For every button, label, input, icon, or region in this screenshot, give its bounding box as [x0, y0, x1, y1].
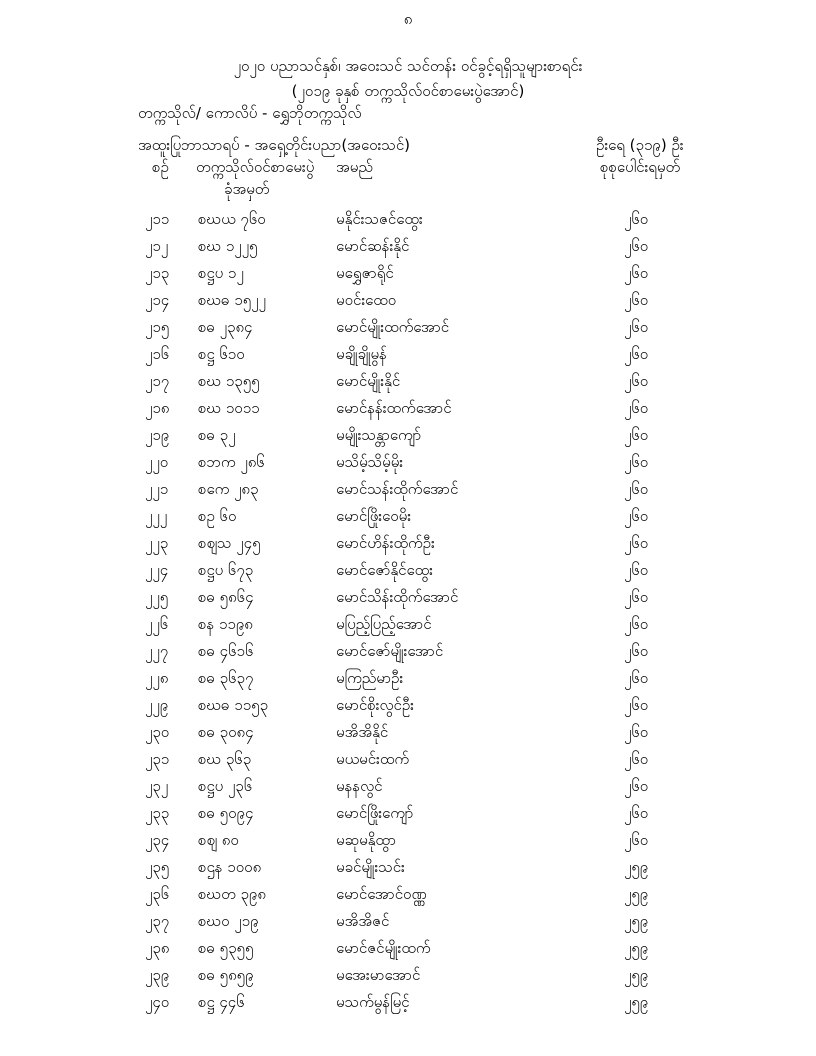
total-mark: ၂၆၀ [624, 453, 649, 471]
total-mark: ၂၆၀ [624, 507, 649, 525]
table-row [0, 397, 816, 424]
row-number: ၂၂၁ [145, 480, 169, 498]
student-name: မောင်ဆန်းနိုင် [336, 237, 410, 255]
roll-number: စဃဓ ၁၁၅၃ [198, 696, 269, 714]
row-number: ၂၃၇ [145, 912, 170, 930]
total-mark: ၂၆၀ [624, 723, 649, 741]
total-mark: ၂၅၉ [624, 885, 649, 903]
roll-number: စဈ ၈၀ [198, 831, 239, 849]
table-row [0, 613, 816, 640]
total-mark: ၂၆၀ [624, 318, 649, 336]
row-number: ၂၃၁ [145, 750, 170, 768]
row-number: ၂၁၈ [145, 399, 170, 417]
total-mark: ၂၅၉ [624, 993, 649, 1011]
table-row [0, 640, 816, 667]
student-name: မယမင်းထက် [336, 750, 410, 768]
student-name: မဝင်းထေဝ [336, 291, 397, 309]
roll-number: စဈသ ၂၄၅ [198, 534, 261, 552]
roll-number: စဘက ၂၈၆ [198, 453, 265, 471]
student-name: မောင်သန်းထိုက်အောင် [336, 480, 459, 498]
row-number: ၂၃၉ [145, 966, 170, 984]
student-name: မောင်ဇော်မျိုးအောင် [336, 642, 444, 660]
roll-number: စဋ္ဌ ၄၄၆ [198, 993, 245, 1011]
row-number: ၂၃၃ [145, 804, 170, 822]
table-row [0, 856, 816, 883]
row-number: ၂၁၆ [145, 345, 170, 363]
table-row [0, 883, 816, 910]
table-row [0, 694, 816, 721]
row-number: ၂၄၀ [145, 993, 170, 1011]
table-row [0, 559, 816, 586]
table-row [0, 829, 816, 856]
student-name: မနနလွင် [336, 777, 383, 795]
student-name: မသိမ့်သိမ့်မိုး [336, 453, 404, 471]
student-name: မောင်နန်းထက်အောင် [336, 399, 452, 417]
total-mark: ၂၆၀ [624, 696, 649, 714]
table-row [0, 802, 816, 829]
total-count: ဦးရေ (၃၁၉) ဦး [596, 136, 684, 154]
row-number: ၂၁၇ [145, 372, 170, 390]
student-name: မရွှေဇာရိုင် [336, 264, 394, 282]
table-row [0, 586, 816, 613]
total-mark: ၂၆၀ [624, 777, 649, 795]
roll-number: စဓ ၅၈၆၄ [198, 588, 254, 606]
page-number: ၈ [403, 10, 413, 28]
column-header-no: စဉ် [152, 158, 169, 176]
roll-number: စဌန ၁၀၀၈ [198, 858, 262, 876]
total-mark: ၂၅၉ [624, 939, 649, 957]
student-name: မောင်ဇင်မျိုးထက် [336, 939, 431, 957]
row-number: ၂၁၃ [145, 264, 170, 282]
total-mark: ၂၅၉ [624, 912, 649, 930]
table-row [0, 910, 816, 937]
student-name: မောင်ဟိန်းထိုက်ဦး [336, 534, 435, 552]
roll-number: စဓ ၅၀၉၄ [198, 804, 254, 822]
total-mark: ၂၆၀ [624, 345, 649, 363]
table-row [0, 721, 816, 748]
total-mark: ၂၆၀ [624, 291, 649, 309]
roll-number: စကေ ၂၈၃ [198, 480, 259, 498]
table-row [0, 937, 816, 964]
total-mark: ၂၆၀ [624, 831, 649, 849]
table-row [0, 370, 816, 397]
column-header-roll: တက္ကသိုလ်ဝင်စာမေးပွဲ [196, 158, 315, 176]
table-row [0, 775, 816, 802]
student-name: မခင်မျိုးသင်း [336, 858, 405, 876]
roll-number: စဃ ၁၀၁၁ [198, 399, 260, 417]
roll-number: စဥ ၆၀ [198, 507, 237, 525]
roll-number: စန ၁၁၉၈ [198, 615, 253, 633]
roll-number: စဃဓ ၁၅၂၂ [198, 291, 266, 309]
row-number: ၂၂၉ [145, 696, 169, 714]
student-name: မောင်အောင်ဝဏ္ဏ [336, 885, 427, 903]
row-number: ၂၂၀ [145, 453, 169, 471]
total-mark: ၂၆၀ [624, 750, 649, 768]
roll-number: စဋ္ဌပ ၂၃၆ [198, 777, 253, 795]
roll-number: စဃ ၃၆၃ [198, 750, 252, 768]
student-name: မချိုချိုမွန် [336, 345, 387, 363]
column-header-mark: စုစုပေါင်းရမှတ် [600, 158, 681, 176]
roll-number: စဓ ၄၆၁၆ [198, 642, 254, 660]
row-number: ၂၁၂ [145, 237, 169, 255]
roll-number: စဓ ၅၈၅၉ [198, 966, 254, 984]
roll-number: စဋ္ဌ ၆၁၀ [198, 345, 245, 363]
row-number: ၂၁၁ [145, 210, 170, 228]
row-number: ၂၂၂ [145, 507, 168, 525]
column-header-name: အမည် [336, 158, 373, 176]
table-row [0, 478, 816, 505]
table-row [0, 208, 816, 235]
roll-number: စဓ ၅၃၅၅ [198, 939, 254, 957]
roll-number: စဃယ ၇၆၀ [198, 210, 266, 228]
total-mark: ၂၆၀ [624, 561, 649, 579]
table-row [0, 532, 816, 559]
student-name: မောင်စိုးလွင်ဦး [336, 696, 414, 714]
total-mark: ၂၆၀ [624, 642, 649, 660]
roll-number: စဓ ၃၂ [198, 426, 236, 444]
total-mark: ၂၆၀ [624, 372, 649, 390]
total-mark: ၂၆၀ [624, 480, 649, 498]
student-name: မမျိုးသန္တာကျော် [336, 426, 422, 444]
roll-number: စဃဝ ၂၁၉ [198, 912, 259, 930]
student-name: မအေးမာအောင် [336, 966, 421, 984]
table-row [0, 505, 816, 532]
roll-number: စဋ္ဌပ ၆၇၃ [198, 561, 254, 579]
table-row [0, 316, 816, 343]
roll-number: စဃတ ၃၉၈ [198, 885, 266, 903]
row-number: ၂၁၉ [145, 426, 170, 444]
total-mark: ၂၆၀ [624, 588, 649, 606]
row-number: ၂၂၆ [145, 615, 169, 633]
row-number: ၂၂၇ [145, 642, 169, 660]
student-name: မောင်သိန်းထိုက်အောင် [336, 588, 459, 606]
row-number: ၂၃၆ [145, 885, 170, 903]
table-row [0, 289, 816, 316]
roll-number: စဃ ၁၂၂၅ [198, 237, 258, 255]
column-header-roll-sub: ခုံအမှတ် [224, 180, 270, 198]
table-row [0, 424, 816, 451]
row-number: ၂၃၈ [145, 939, 170, 957]
row-number: ၂၂၃ [145, 534, 169, 552]
total-mark: ၂၆၀ [624, 669, 649, 687]
student-name: မောင်ဖြိုးဝေမိုး [336, 507, 412, 525]
table-row [0, 262, 816, 289]
table-row [0, 991, 816, 1018]
student-name: မပြည့်ပြည့်အောင် [336, 615, 432, 633]
total-mark: ၂၆၀ [624, 804, 649, 822]
total-mark: ၂၅၉ [624, 858, 649, 876]
row-number: ၂၃၄ [145, 831, 170, 849]
roll-number: စဓ ၃၀၈၄ [198, 723, 254, 741]
row-number: ၂၁၅ [145, 318, 170, 336]
student-name: မသက်မွန်မြင့် [336, 993, 410, 1011]
table-row [0, 667, 816, 694]
student-list [0, 208, 816, 1018]
document-title: ၂၀၂၀ ပညာသင်နှစ်၊ အဝေးသင် သင်တန်း ဝင်ခွင့်ရရှိသူများစာရင်း [233, 57, 583, 75]
student-name: မနိုင်းသဇင်ထွေး [336, 210, 423, 228]
total-mark: ၂၆၀ [624, 264, 649, 282]
roll-number: စဋ္ဌပ ၁၂ [198, 264, 244, 282]
student-name: မအိအိဇင် [336, 912, 390, 930]
document-subtitle: (၂၀၁၉ ခုနှစ် တက္ကသိုလ်ဝင်စာမေးပွဲအောင်) [291, 82, 525, 100]
roll-number: စဃ ၁၃၅၅ [198, 372, 260, 390]
table-row [0, 343, 816, 370]
row-number: ၂၁၄ [145, 291, 170, 309]
total-mark: ၂၆၀ [624, 399, 649, 417]
student-name: မောင်ဖြိုးကျော် [336, 804, 414, 822]
student-name: မအိအိနိုင် [336, 723, 389, 741]
row-number: ၂၃၂ [145, 777, 169, 795]
total-mark: ၂၅၉ [624, 966, 649, 984]
student-name: မဆုမနိုထွာ [336, 831, 397, 849]
roll-number: စဓ ၂၃၈၄ [198, 318, 253, 336]
total-mark: ၂၆၀ [624, 615, 649, 633]
student-name: မောင်ဇော်နိုင်ထွေး [336, 561, 433, 579]
row-number: ၂၂၈ [145, 669, 169, 687]
total-mark: ၂၆၀ [624, 534, 649, 552]
student-name: မောင်မျိုးထက်အောင် [336, 318, 450, 336]
table-row [0, 748, 816, 775]
row-number: ၂၂၄ [145, 561, 169, 579]
total-mark: ၂၆၀ [624, 210, 649, 228]
total-mark: ၂၆၀ [624, 237, 649, 255]
student-name: မောင်မျိုးနိုင် [336, 372, 401, 390]
total-mark: ၂၆၀ [624, 426, 649, 444]
major-label: အထူးပြုဘာသာရပ် - အရှေ့တိုင်းပညာ(အဝေးသင်) [138, 136, 410, 154]
row-number: ၂၃၅ [145, 858, 170, 876]
table-row [0, 451, 816, 478]
college-label: တက္ကသိုလ်/ ကောလိပ် - ရွှေဘိုတက္ကသိုလ် [138, 104, 362, 122]
roll-number: စဓ ၃၆၃၇ [198, 669, 254, 687]
row-number: ၂၃၀ [145, 723, 170, 741]
student-name: မကြည်မာဦး [336, 669, 404, 687]
table-row [0, 964, 816, 991]
table-row [0, 235, 816, 262]
row-number: ၂၂၅ [145, 588, 169, 606]
